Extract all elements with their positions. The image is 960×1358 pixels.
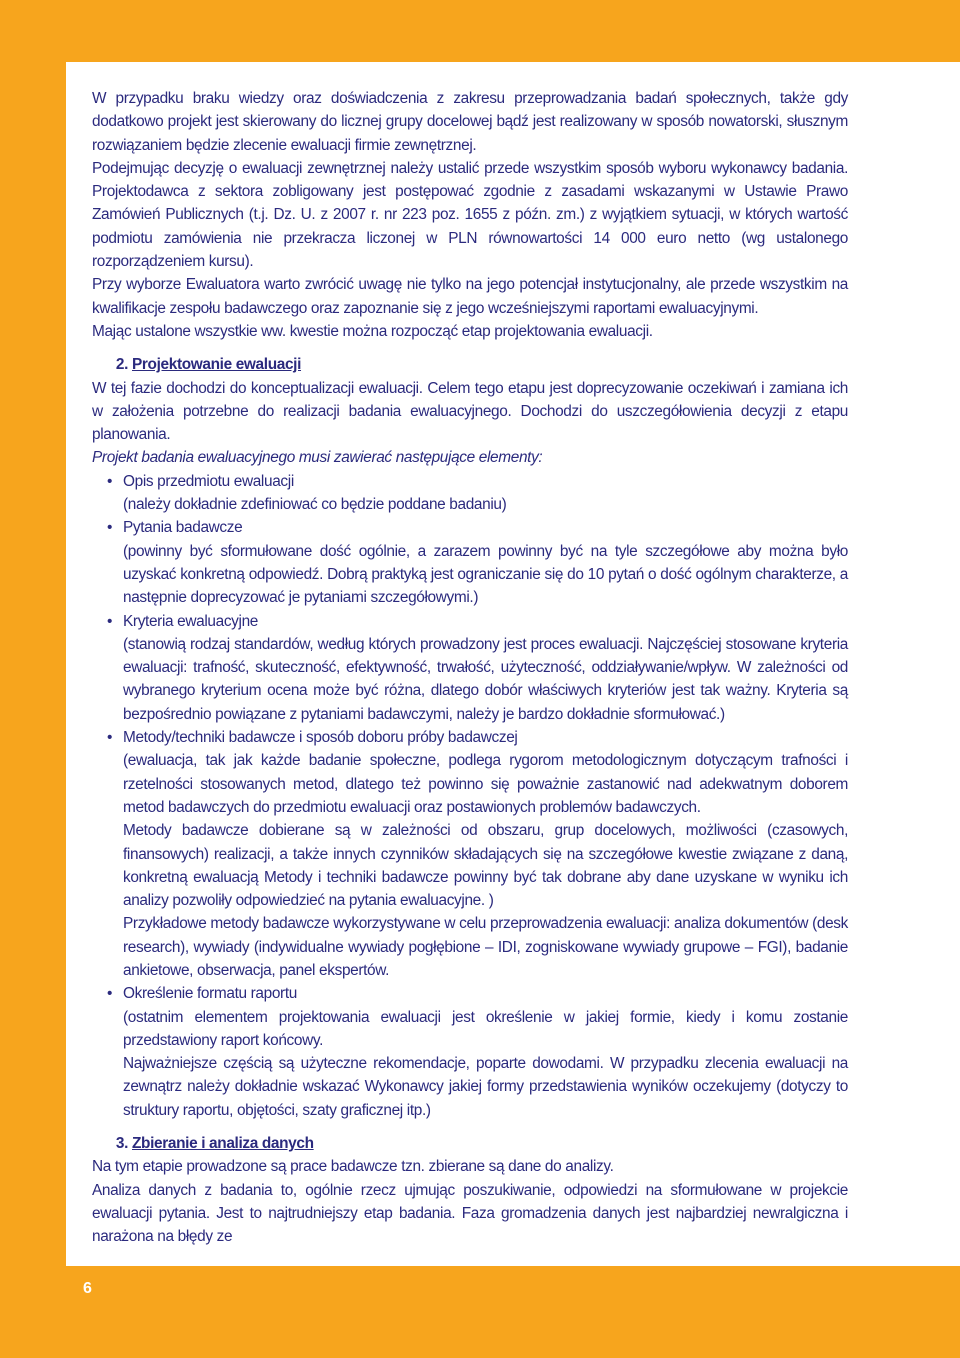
top-color-band [0, 0, 960, 62]
page-number: 6 [83, 1280, 92, 1297]
list-item-raport [92, 982, 848, 1122]
list-item-text: Najważniejsze częścią są użyteczne rekomendacje, poparte dowodami. W przypadku zlecenia ewaluacji na zewnątrz należy dokładnie wskazać Wykonawcy jakiej formy przedstawienia wyników oczekujemy (dotyczy to struktury raportu, objętości, szaty graficznej itp.) [123, 1055, 848, 1119]
list-item-text: (ewaluacja, tak jak każde badanie społeczne, podlega rygorom metodologicznym dotyczącym trafności i rzetelności stosowanych metod, dlatego też powinno się poważnie zastanowić nad adekwatnym doborem metod badawczych do przedmiotu ewaluacji oraz postawionych problemów badawczych. [123, 752, 848, 816]
intro-paragraph-4: Mając ustalone wszystkie ww. kwestie można rozpocząć etap projektowania ewaluacji. [92, 322, 653, 340]
list-item-title: Kryteria ewaluacyjne [123, 612, 259, 630]
bullet-icon: • [107, 472, 113, 490]
left-color-strip [0, 62, 66, 1358]
section-3-number: 3. [115, 1135, 128, 1153]
section-3-title: Zbieranie i analiza danych [132, 1135, 314, 1153]
list-item-title: Pytania badawcze [123, 519, 243, 537]
bullet-icon: • [107, 519, 113, 537]
list-item-opis [92, 470, 848, 517]
intro-paragraph-3: Przy wyborze Ewaluatora warto zwrócić uwagę nie tylko na jego potencjał instytucjonalny, ale przede wszystkim na kwalifikacje zespołu badawczego oraz zapoznanie się z jego wcześniejszymi raportami ewaluacyjnymi. [92, 276, 848, 317]
list-item-text: Przykładowe metody badawcze wykorzystywane w celu przeprowadzenia ewaluacji: analiza dokumentów (desk research), wywiady (indywidualne wywiady pogłębione – IDI, zogniskowane wywiady grupowe – FGI), badanie ankietowe, obserwacja, panel ekspertów. [123, 915, 848, 979]
bullet-icon: • [107, 729, 113, 747]
list-item-text: (ostatnim elementem projektowania ewaluacji jest określenie w jakiej formie, kiedy i komu zostanie przedstawiony raport końcowy. [123, 1008, 848, 1049]
section-2-lead: Projekt badania ewaluacyjnego musi zawierać następujące elementy: [92, 449, 543, 467]
intro-paragraph-1: W przypadku braku wiedzy oraz doświadczenia z zakresu przeprowadzania badań społecznych, także gdy dodatkowo projekt jest skierowany do licznej grupy docelowej bądź jest realizowany w sposób nowatorski, słusznym rozwiązaniem będzie zlecenie ewaluacji firmie zewnętrznej. [92, 90, 848, 154]
bullet-icon: • [107, 985, 113, 1003]
section-2-number: 2. [115, 356, 128, 374]
intro-paragraph-2: Podejmując decyzję o ewaluacji zewnętrznej należy ustalić przede wszystkim sposób wyboru wykonawcy badania. Projektodawca z sektora zobligowany jest postępować zgodnie z zasadami wskazanymi w Ustawie Prawo Zamówień Publicznych (t.j. Dz. U. z 2007 r. nr 223 poz. 1655 z późn. zm.) z wyjątkiem sytuacji, w których wartość podmiotu zamówienia nie przekracza liczonej w PLN równowartości 14 000 euro netto (wg ustalonego rozporządzeniem kursu). [92, 159, 848, 271]
list-item-text: (stanowią rodzaj standardów, według których prowadzony jest proces ewaluacji. Najczęściej stosowane kryteria ewaluacji: trafność, skuteczność, efektywność, trwałość, użyteczność, oddziaływanie/wpływ. W zależności od wybranego kryterium ocena może być różna, dlatego dobór właściwych kryteriów jest tak ważny. Kryteria są bezpośrednio powiązane z pytaniami badawczymi, należy je bardzo dokładnie sformułować.) [123, 635, 848, 723]
list-item-title: Określenie formatu raportu [123, 985, 297, 1003]
section-2-title: Projektowanie ewaluacji [132, 356, 302, 374]
section-2-paragraph: W tej fazie dochodzi do konceptualizacji ewaluacji. Celem tego etapu jest doprecyzowanie oczekiwań i zamiana ich w założenia potrzebne do realizacji badania ewaluacyjnego. Dochodzi do uszczegółowienia decyzji z etapu planowania. [92, 379, 848, 444]
list-item-pytania [92, 516, 848, 609]
section-3-paragraph-2: Analiza danych z badania to, ogólnie rzecz ujmując poszukiwanie, odpowiedzi na sformułowane w projekcie ewaluacji pytania. Jest to najtrudniejszy etap badania. Faza gromadzenia danych jest najbardziej newralgiczna i narażona na błędy ze [92, 1181, 848, 1246]
list-item-metody [92, 726, 848, 982]
list-item-title: Metody/techniki badawcze i sposób doboru próby badawczej [123, 729, 518, 747]
list-item-text: Metody badawcze dobierane są w zależności od obszaru, grup docelowych, możliwości (czasowych, finansowych) realizacji, a także innych czynników składających się na szczegółowe kwestie związane z daną, konkretną ewaluacją Metody i techniki badawcze powinny być tak dobrane aby dane uzyskane w wyniku ich analizy pozwoliły odpowiedzieć na pytania ewaluacyjne. ) [123, 822, 848, 910]
bullet-icon: • [107, 612, 113, 630]
section-3-paragraph-1: Na tym etapie prowadzone są prace badawcze tzn. zbierane są dane do analizy. [92, 1158, 614, 1176]
list-item-kryteria [92, 610, 848, 726]
section-2-heading [92, 353, 848, 376]
list-item-title: Opis przedmiotu ewaluacji [123, 472, 294, 490]
elements-list [92, 470, 848, 1122]
document-body [92, 87, 848, 1249]
list-item-text: (należy dokładnie zdefiniować co będzie poddane badaniu) [123, 496, 507, 514]
list-item-text: (powinny być sformułowane dość ogólnie, a zarazem powinny być na tyle szczegółowe aby można było uzyskać konkretną odpowiedź. Dobrą praktyką jest ograniczanie się do 10 pytań o dość ogólnym charakterze, a następnie doprecyzować je pytaniami szczegółowymi.) [123, 542, 848, 607]
section-3-heading [92, 1132, 848, 1155]
bottom-color-band [0, 1266, 960, 1358]
